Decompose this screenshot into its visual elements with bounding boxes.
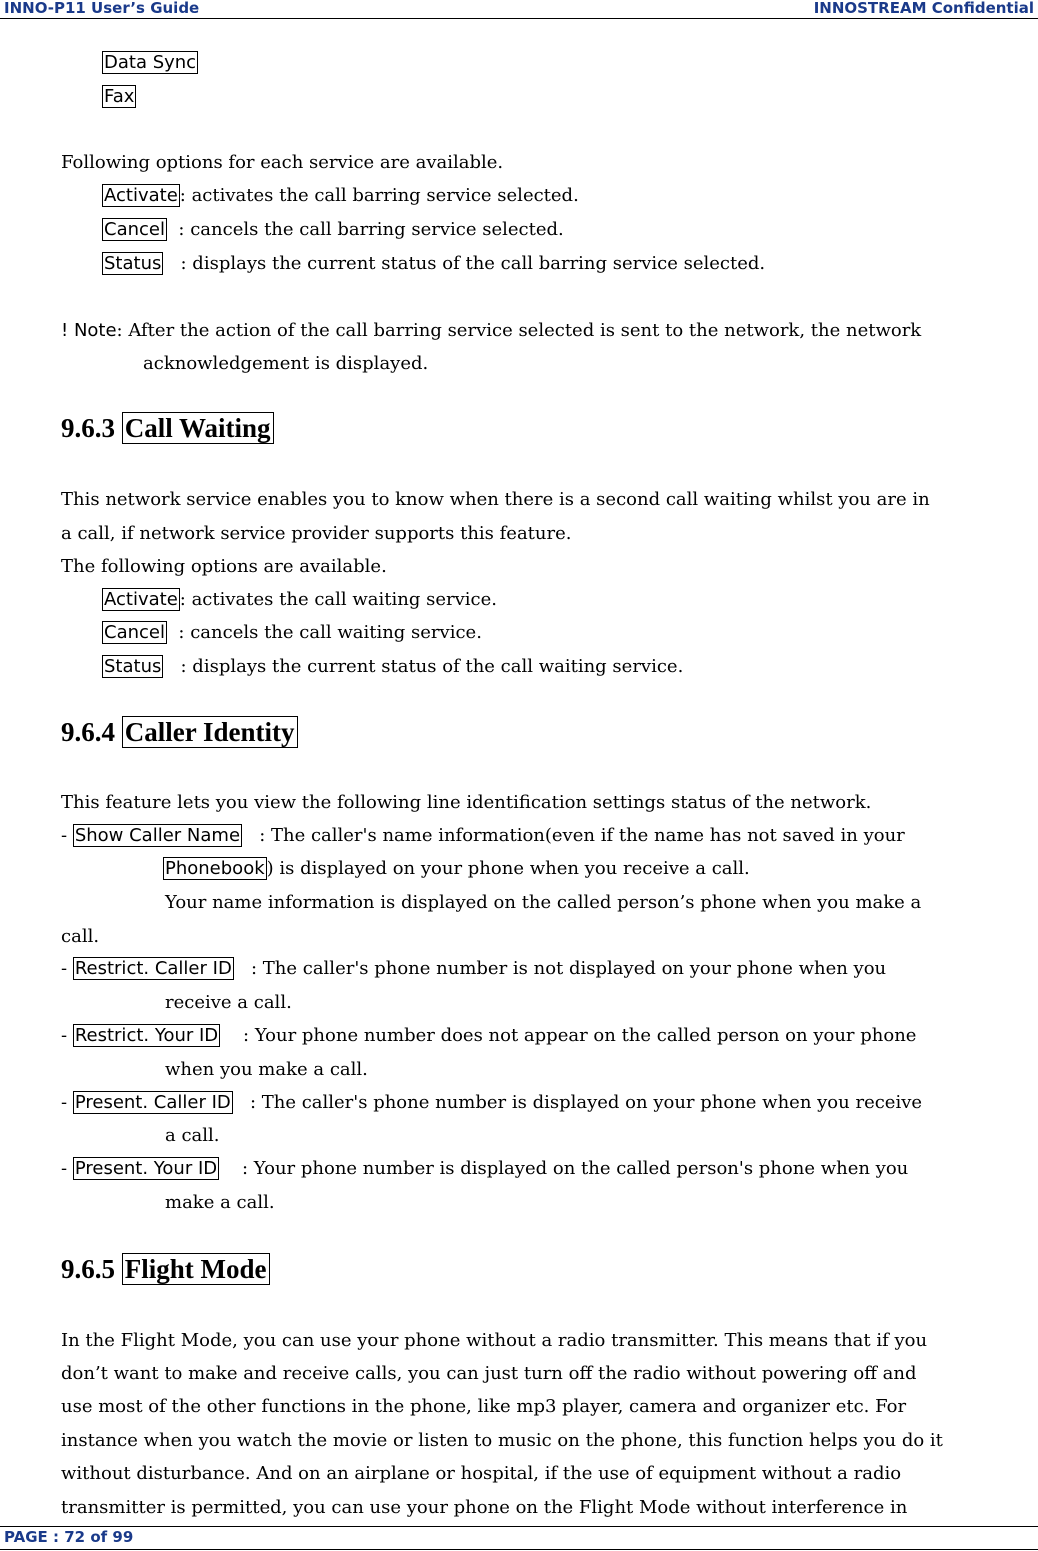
option-desc: : displays the current status of the call barring service selected. bbox=[163, 253, 766, 274]
option-desc: : activates the call waiting service. bbox=[179, 589, 497, 610]
option-row bbox=[102, 219, 564, 241]
section-number: 9.6.3 bbox=[61, 413, 115, 443]
option-desc: : The caller's phone number is not displayed on your phone when you bbox=[233, 958, 887, 979]
option-cancel: Cancel bbox=[104, 622, 165, 643]
option-desc: : displays the current status of the call waiting service. bbox=[163, 656, 684, 677]
page-header bbox=[0, 0, 1038, 19]
page-number: PAGE : 72 of 99 bbox=[4, 1528, 134, 1546]
paragraph: a call, if network service provider supports this feature. bbox=[61, 523, 572, 544]
paragraph-line: use most of the other functions in the phone, like mp3 player, camera and organizer etc. For bbox=[61, 1396, 907, 1417]
option-activate: Activate bbox=[104, 589, 178, 610]
paragraph-line: transmitter is permitted, you can use your phone on the Flight Mode without interference in bbox=[61, 1497, 908, 1518]
option-desc-cont: call. bbox=[61, 926, 100, 947]
header-confidential: INNOSTREAM Confidential bbox=[813, 0, 1034, 17]
note bbox=[61, 320, 921, 342]
option-desc: : activates the call barring service selected. bbox=[179, 185, 579, 206]
option-desc: : cancels the call waiting service. bbox=[166, 622, 482, 643]
option-status: Status bbox=[104, 253, 162, 274]
option-desc-cont: when you make a call. bbox=[165, 1059, 368, 1080]
option-row bbox=[102, 185, 579, 207]
menu-item-data-sync: Data Sync bbox=[104, 52, 197, 73]
note-label: ! Note bbox=[61, 320, 117, 341]
option-row bbox=[102, 622, 482, 644]
option-activate: Activate bbox=[104, 185, 178, 206]
paragraph: This feature lets you view the following line identification settings status of the network. bbox=[61, 792, 872, 813]
option-desc-cont: a call. bbox=[165, 1125, 220, 1146]
menu-item-fax: Fax bbox=[104, 86, 135, 107]
link-phonebook: Phonebook bbox=[165, 858, 265, 879]
option-restrict-your-id: Restrict. Your ID bbox=[74, 1025, 219, 1046]
section-title: Caller Identity bbox=[122, 716, 298, 748]
paragraph-line: don’t want to make and receive calls, you can just turn off the radio without powering off and bbox=[61, 1363, 917, 1384]
option-desc: : cancels the call barring service selected. bbox=[166, 219, 564, 240]
paragraph: This network service enables you to know when there is a second call waiting whilst you are in bbox=[61, 489, 930, 510]
note-text-cont: acknowledgement is displayed. bbox=[143, 353, 429, 374]
dash: - bbox=[61, 1025, 68, 1046]
section-number: 9.6.4 bbox=[61, 717, 115, 747]
dash: - bbox=[61, 825, 68, 846]
section-number: 9.6.5 bbox=[61, 1254, 115, 1284]
section-heading-965 bbox=[61, 1252, 270, 1286]
section-heading-963 bbox=[61, 411, 274, 445]
option-desc-cont: make a call. bbox=[165, 1192, 275, 1213]
page-footer bbox=[0, 1526, 1038, 1550]
paragraph-line: instance when you watch the movie or listen to music on the phone, this function helps you do it bbox=[61, 1430, 943, 1451]
option-row bbox=[102, 253, 765, 275]
section-title: Flight Mode bbox=[122, 1253, 270, 1285]
option-row bbox=[61, 825, 905, 847]
option-show-caller-name: Show Caller Name bbox=[74, 825, 241, 846]
list-item bbox=[102, 86, 136, 108]
section-heading-964 bbox=[61, 715, 298, 749]
paragraph: Following options for each service are available. bbox=[61, 152, 504, 173]
option-desc: ) is displayed on your phone when you receive a call. bbox=[266, 858, 750, 879]
option-present-caller-id: Present. Caller ID bbox=[74, 1092, 231, 1113]
option-desc-cont bbox=[163, 858, 750, 880]
option-row bbox=[61, 1025, 916, 1047]
header-doc-title: INNO-P11 User’s Guide bbox=[4, 0, 200, 17]
option-desc: : Your phone number is displayed on the called person's phone when you bbox=[219, 1158, 909, 1179]
paragraph-line: In the Flight Mode, you can use your phone without a radio transmitter. This means that if you bbox=[61, 1330, 928, 1351]
paragraph: The following options are available. bbox=[61, 556, 387, 577]
option-desc: : Your phone number does not appear on the called person on your phone bbox=[220, 1025, 917, 1046]
section-title: Call Waiting bbox=[122, 412, 274, 444]
option-restrict-caller-id: Restrict. Caller ID bbox=[74, 958, 232, 979]
option-desc: : The caller's name information(even if the name has not saved in your bbox=[242, 825, 905, 846]
option-desc-cont: receive a call. bbox=[165, 992, 292, 1013]
option-desc-cont: Your name information is displayed on the called person’s phone when you make a bbox=[165, 892, 922, 913]
list-item bbox=[102, 52, 198, 74]
option-row bbox=[102, 589, 497, 611]
dash: - bbox=[61, 1158, 68, 1179]
dash: - bbox=[61, 958, 68, 979]
option-row bbox=[102, 656, 683, 678]
option-cancel: Cancel bbox=[104, 219, 165, 240]
option-status: Status bbox=[104, 656, 162, 677]
option-present-your-id: Present. Your ID bbox=[74, 1158, 218, 1179]
paragraph-line: without disturbance. And on an airplane or hospital, if the use of equipment without a radio bbox=[61, 1463, 902, 1484]
option-row bbox=[61, 958, 886, 980]
option-desc: : The caller's phone number is displayed on your phone when you receive bbox=[232, 1092, 923, 1113]
option-row bbox=[61, 1158, 908, 1180]
dash: - bbox=[61, 1092, 68, 1113]
option-row bbox=[61, 1092, 922, 1114]
note-text: : After the action of the call barring service selected is sent to the network, the network bbox=[116, 320, 922, 341]
